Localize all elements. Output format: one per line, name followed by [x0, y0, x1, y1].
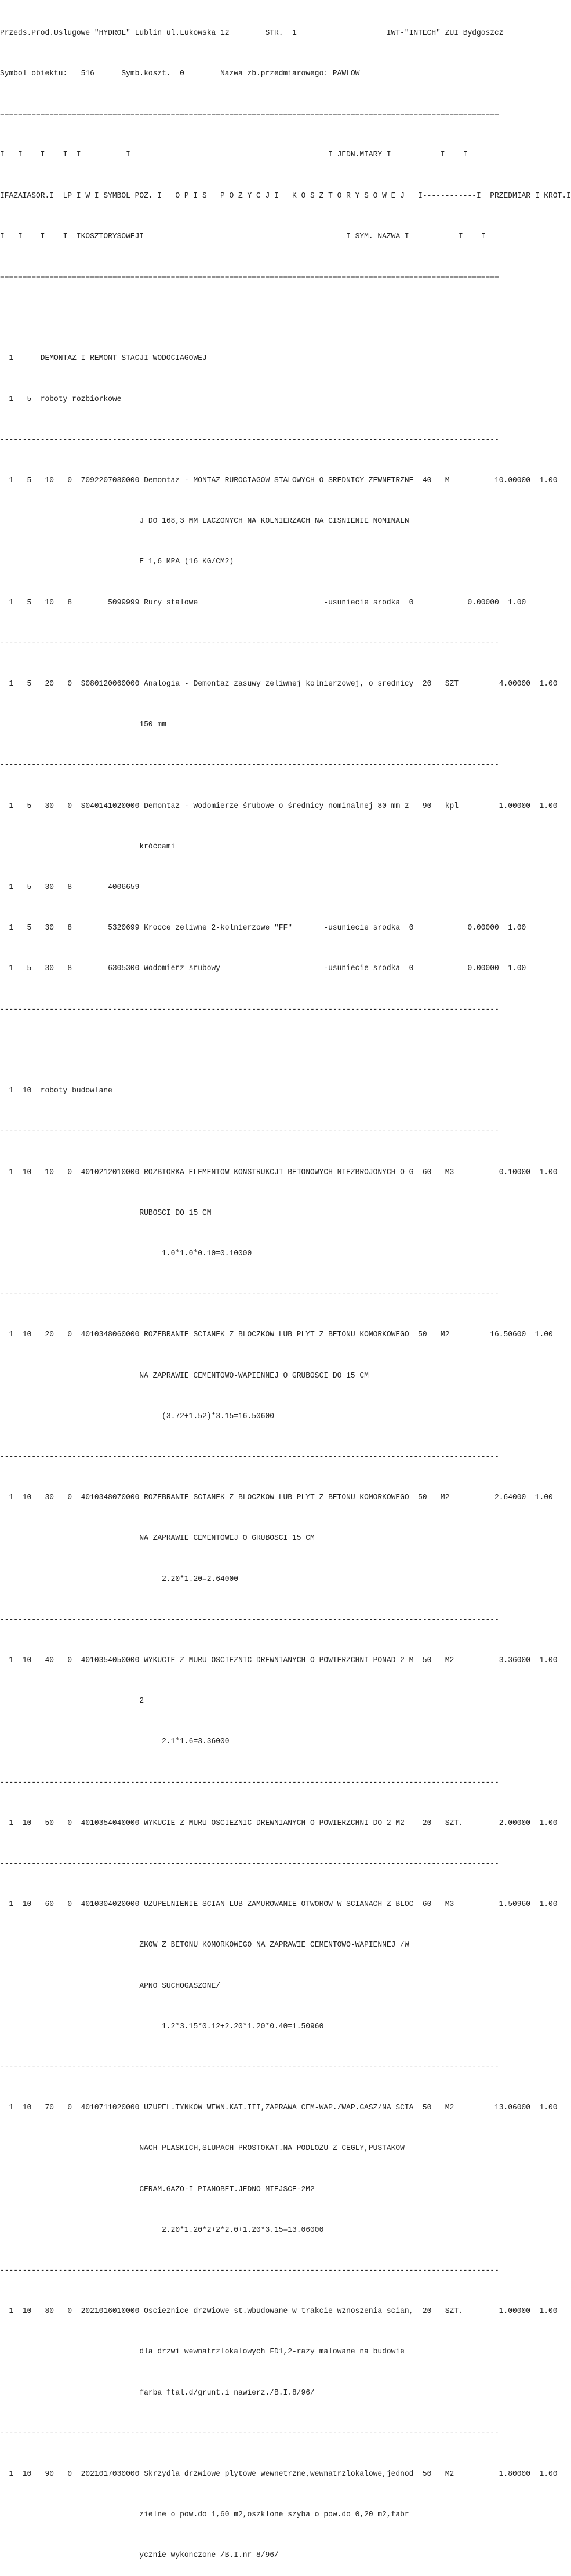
subsection-heading: 1 5 roboty rozbiorkowe — [0, 395, 122, 404]
divider-line: --------------------------------------------------------------------------------------------------------------- — [0, 2266, 499, 2275]
position-continuation-line: NA ZAPRAWIE CEMENTOWEJ O GRUBOSCI 15 CM — [0, 1534, 315, 1543]
material-line: 1 5 30 8 4006659 — [0, 883, 140, 892]
position-continuation-line: J DO 168,3 MM LACZONYCH NA KOLNIERZACH NA CISNIENIE NOMINALN — [0, 517, 409, 526]
position-continuation-line: zielne o pow.do 1,60 m2,oszklone szyba o pow.do 0,20 m2,fabr — [0, 2511, 409, 2520]
divider-line: --------------------------------------------------------------------------------------------------------------- — [0, 1778, 499, 1787]
position-line: 1 5 10 0 7092207080000 Demontaz - MONTAZ RUROCIAGOW STALOWYCH O SREDNICY ZEWNETRZNE 40 M 10.00000 1.00 — [0, 476, 558, 486]
position-continuation-line: dla drzwi wewnatrzlokalowych FD1,2-razy malowane na budowie — [0, 2348, 405, 2357]
divider-line: --------------------------------------------------------------------------------------------------------------- — [0, 1127, 499, 1136]
position-line: 1 10 10 0 4010212010000 ROZBIORKA ELEMENTOW KONSTRUKCJI BETONOWYCH NIEZBROJONYCH O G 60 M3 0.10000 1.00 — [0, 1168, 558, 1177]
position-line: 1 10 80 0 2021016010000 Oscieznice drzwiowe st.wbudowane w trakcie wznoszenia scian, 20 SZT. 1.00000 1.00 — [0, 2307, 558, 2316]
position-continuation-line: CERAM.GAZO-I PIANOBET.JEDNO MIEJSCE-2M2 — [0, 2185, 315, 2194]
position-continuation-line: farba ftal.d/grunt.i nawierz./B.I.8/96/ — [0, 2388, 315, 2398]
position-continuation-line: NACH PLASKICH,SLUPACH PROSTOKAT.NA PODLOZU Z CEGLY,PUSTAKOW — [0, 2144, 405, 2154]
position-line: 1 10 30 0 4010348070000 ROZEBRANIE SCIANEK Z BLOCZKOW LUB PLYT Z BETONU KOMORKOWEGO 50 M2 2.64000 1.00 — [0, 1493, 553, 1503]
divider-line: --------------------------------------------------------------------------------------------------------------- — [0, 1005, 499, 1014]
position-line: 1 10 70 0 4010711020000 UZUPEL.TYNKOW WEWN.KAT.III,ZAPRAWA CEM-WAP./WAP.GASZ/NA SCIA 50 M2 13.06000 1.00 — [0, 2104, 558, 2113]
position-line: 1 10 50 0 4010354040000 WYKUCIE Z MURU OSCIEZNIC DREWNIANYCH O POWIERZCHNI DO 2 M2 20 SZT. 2.00000 1.00 — [0, 1819, 558, 1828]
divider-line: --------------------------------------------------------------------------------------------------------------- — [0, 435, 499, 444]
position-continuation-line: 150 mm — [0, 720, 166, 730]
separator-line: =============================================================================================================== — [0, 110, 499, 119]
divider-line: --------------------------------------------------------------------------------------------------------------- — [0, 2429, 499, 2438]
material-line: 1 5 30 8 6305300 Wodomierz srubowy -usuniecie srodka 0 0.00000 1.00 — [0, 964, 526, 974]
position-continuation-line: ycznie wykonczone /B.I.nr 8/96/ — [0, 2551, 279, 2560]
divider-line: --------------------------------------------------------------------------------------------------------------- — [0, 1290, 499, 1299]
position-continuation-line: ZKOW Z BETONU KOMORKOWEGO NA ZAPRAWIE CEMENTOWO-WAPIENNEJ /W — [0, 1941, 409, 1950]
blank-line — [0, 311, 537, 325]
position-continuation-line: APNO SUCHOGASZONE/ — [0, 1981, 220, 1991]
position-continuation-line: NA ZAPRAWIE CEMENTOWO-WAPIENNEJ O GRUBOSCI DO 15 CM — [0, 1371, 369, 1380]
divider-line: --------------------------------------------------------------------------------------------------------------- — [0, 1859, 499, 1868]
divider-line: --------------------------------------------------------------------------------------------------------------- — [0, 639, 499, 648]
position-line: 1 10 40 0 4010354050000 WYKUCIE Z MURU OSCIEZNIC DREWNIANYCH O POWIERZCHNI PONAD 2 M 50 M2 3.36000 1.00 — [0, 1656, 558, 1665]
header-company-line: Przeds.Prod.Uslugowe "HYDROL" Lublin ul.Lukowska 12 STR. 1 IWT-"INTECH" ZUI Bydgoszcz — [0, 28, 504, 38]
position-line: 1 10 60 0 4010304020000 UZUPELNIENIE SCIAN LUB ZAMUROWANIE OTWOROW W SCIANACH Z BLOC 60 M3 1.50960 1.00 — [0, 1900, 558, 1910]
header-object-line: Symbol obiektu: 516 Symb.koszt. 0 Nazwa zb.przedmiarowego: PAWLOW — [0, 70, 360, 79]
position-continuation-line: RUBOSCI DO 15 CM — [0, 1208, 212, 1218]
position-continuation-line: E 1,6 MPA (16 KG/CM2) — [0, 558, 234, 567]
position-continuation-line: 2 — [0, 1697, 144, 1706]
separator-line: =============================================================================================================== — [0, 273, 499, 282]
quantity-formula-line: 2.20*1.20*2+2*2.0+1.20*3.15=13.06000 — [0, 2225, 324, 2235]
divider-line: --------------------------------------------------------------------------------------------------------------- — [0, 761, 499, 770]
blank-line — [0, 1044, 537, 1057]
subsection-heading: 1 10 roboty budowlane — [0, 1087, 112, 1096]
divider-line: --------------------------------------------------------------------------------------------------------------- — [0, 2063, 499, 2072]
quantity-formula-line: 1.0*1.0*0.10=0.10000 — [0, 1249, 252, 1258]
quantity-formula-line: 2.1*1.6=3.36000 — [0, 1737, 230, 1747]
section-heading: 1 DEMONTAZ I REMONT STACJI WODOCIAGOWEJ — [0, 354, 207, 363]
quantity-formula-line: (3.72+1.52)*3.15=16.50600 — [0, 1412, 275, 1421]
position-line: 1 5 20 0 S080120060000 Analogia - Demontaz zasuwy zeliwnej kolnierzowej, o srednicy 20 SZT 4.00000 1.00 — [0, 680, 558, 689]
table-header-line: I I I I I I I JEDN.MIARY I I I — [0, 151, 468, 160]
divider-line: --------------------------------------------------------------------------------------------------------------- — [0, 1452, 499, 1462]
table-header-line: IFAZAIASOR.I LP I W I SYMBOL POZ. I O P I S P O Z Y C J I K O S Z T O R Y S O W E J I------------I PRZEDMIAR I KROT.I — [0, 191, 571, 201]
quantity-formula-line: 1.2*3.15*0.12+2.20*1.20*0.40=1.50960 — [0, 2022, 324, 2031]
position-line: 1 10 20 0 4010348060000 ROZEBRANIE SCIANEK Z BLOCZKOW LUB PLYT Z BETONU KOMORKOWEGO 50 M2 16.50600 1.00 — [0, 1331, 553, 1340]
position-line: 1 10 90 0 2021017030000 Skrzydla drzwiowe plytowe wewnetrzne,wewnatrzlokalowe,jednod 50 M2 1.80000 1.00 — [0, 2470, 558, 2479]
position-line: 1 5 30 0 S040141020000 Demontaz - Wodomierze śrubowe o średnicy nominalnej 80 mm z 90 kpl 1.00000 1.00 — [0, 801, 558, 811]
material-line: 1 5 30 8 5320699 Krocce zeliwne 2-kolnierzowe "FF" -usuniecie srodka 0 0.00000 1.00 — [0, 924, 526, 933]
position-continuation-line: króćcami — [0, 842, 176, 851]
table-header-line: I I I I IKOSZTORYSOWEJI I SYM. NAZWA I I I — [0, 232, 486, 241]
divider-line: --------------------------------------------------------------------------------------------------------------- — [0, 1615, 499, 1624]
material-line: 1 5 10 8 5099999 Rury stalowe -usuniecie srodka 0 0.00000 1.00 — [0, 598, 526, 607]
quantity-formula-line: 2.20*1.20=2.64000 — [0, 1575, 238, 1584]
